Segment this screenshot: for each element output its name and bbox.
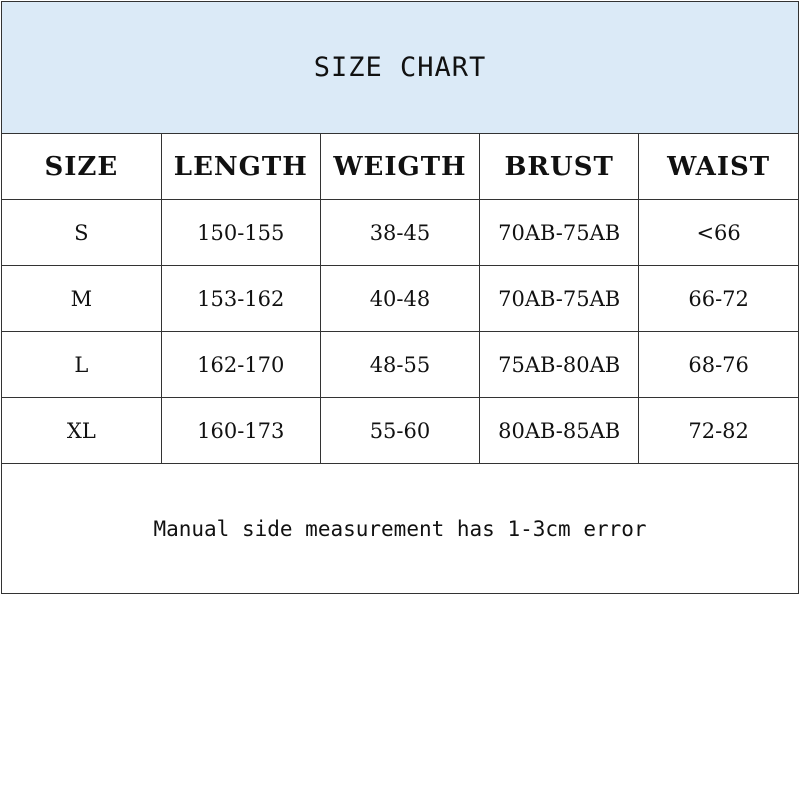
cell-length: 153-162: [161, 266, 320, 332]
cell-bust: 70AB-75AB: [480, 200, 639, 266]
cell-waist: 66-72: [639, 266, 798, 332]
chart-title: SIZE CHART: [313, 52, 487, 83]
cell-length: 162-170: [161, 332, 320, 398]
cell-size: XL: [2, 398, 161, 464]
cell-waist: 68-76: [639, 332, 798, 398]
table-row: [2, 266, 798, 332]
size-chart: [1, 1, 799, 594]
header-length: LENGTH: [161, 134, 320, 200]
cell-bust: 80AB-85AB: [480, 398, 639, 464]
cell-length: 160-173: [161, 398, 320, 464]
cell-weight: 38-45: [320, 200, 479, 266]
header-waist: WAIST: [639, 134, 798, 200]
cell-length: 150-155: [161, 200, 320, 266]
title-band: [2, 2, 798, 134]
cell-size: S: [2, 200, 161, 266]
measurement-note: Manual side measurement has 1-3cm error: [153, 517, 647, 541]
cell-waist: <66: [639, 200, 798, 266]
header-size: SIZE: [2, 134, 161, 200]
header-row: [2, 134, 798, 200]
table-row: [2, 332, 798, 398]
cell-bust: 70AB-75AB: [480, 266, 639, 332]
size-table: [2, 134, 798, 464]
cell-weight: 40-48: [320, 266, 479, 332]
cell-bust: 75AB-80AB: [480, 332, 639, 398]
cell-size: M: [2, 266, 161, 332]
header-weight: WEIGTH: [320, 134, 479, 200]
cell-size: L: [2, 332, 161, 398]
header-bust: BRUST: [480, 134, 639, 200]
cell-waist: 72-82: [639, 398, 798, 464]
cell-weight: 48-55: [320, 332, 479, 398]
note-band: [2, 465, 798, 593]
table-row: [2, 398, 798, 464]
table-row: [2, 200, 798, 266]
cell-weight: 55-60: [320, 398, 479, 464]
